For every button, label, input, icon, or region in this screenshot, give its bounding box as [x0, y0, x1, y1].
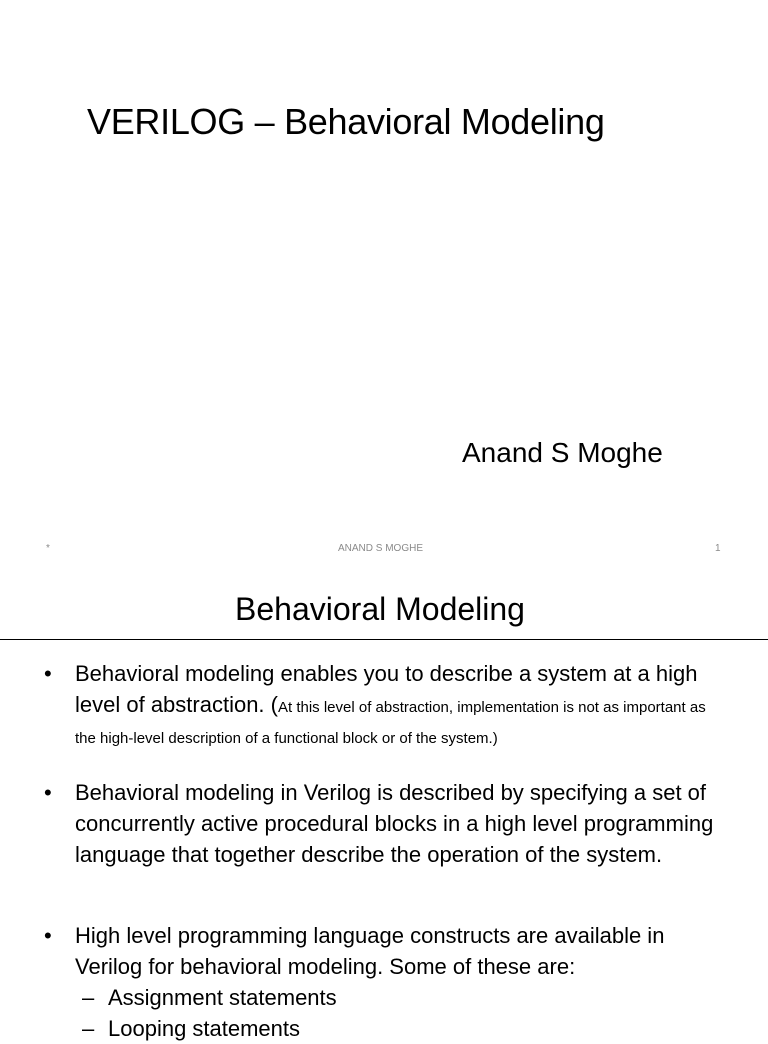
sub-bullet-item — [82, 1013, 758, 1044]
bullet-text: Behavioral modeling enables you to describe a system at a high level of abstraction. ( — [75, 661, 698, 717]
footer-author: ANAND S MOGHE — [338, 543, 424, 554]
bullet-note: At this level of abstraction, implementation is not as important as the high-level description of a functional block or of the system.) — [75, 699, 706, 747]
bullet-item — [44, 777, 725, 870]
slide-title: Behavioral Modeling — [235, 591, 525, 627]
slide-number: 1 — [715, 543, 721, 554]
dash-icon: – — [82, 1016, 95, 1041]
bullet-text: High level programming language constructs are available in Verilog for behavioral modeling. Some of these are: — [75, 923, 665, 979]
sub-bullet-text: Looping statements — [108, 1016, 301, 1041]
bullet-icon: • — [44, 923, 52, 948]
bullet-icon: • — [44, 661, 52, 686]
slide-title: VERILOG – Behavioral Modeling — [87, 101, 605, 142]
bullet-icon: • — [44, 780, 52, 805]
sub-bullet-text: Assignment statements — [108, 985, 337, 1010]
author-name: Anand S Moghe — [462, 437, 663, 468]
bullet-text: Behavioral modeling in Verilog is described by specifying a set of concurrently active procedural blocks in a high level programming language that together describe the operation of the system. — [75, 780, 714, 867]
footer-date: * — [46, 543, 50, 554]
bullet-item — [44, 920, 725, 1044]
title-divider — [0, 639, 768, 640]
slide-2 — [0, 576, 768, 1041]
dash-icon: – — [82, 985, 95, 1010]
bullet-item — [44, 658, 725, 751]
sub-bullet-item — [82, 982, 758, 1013]
